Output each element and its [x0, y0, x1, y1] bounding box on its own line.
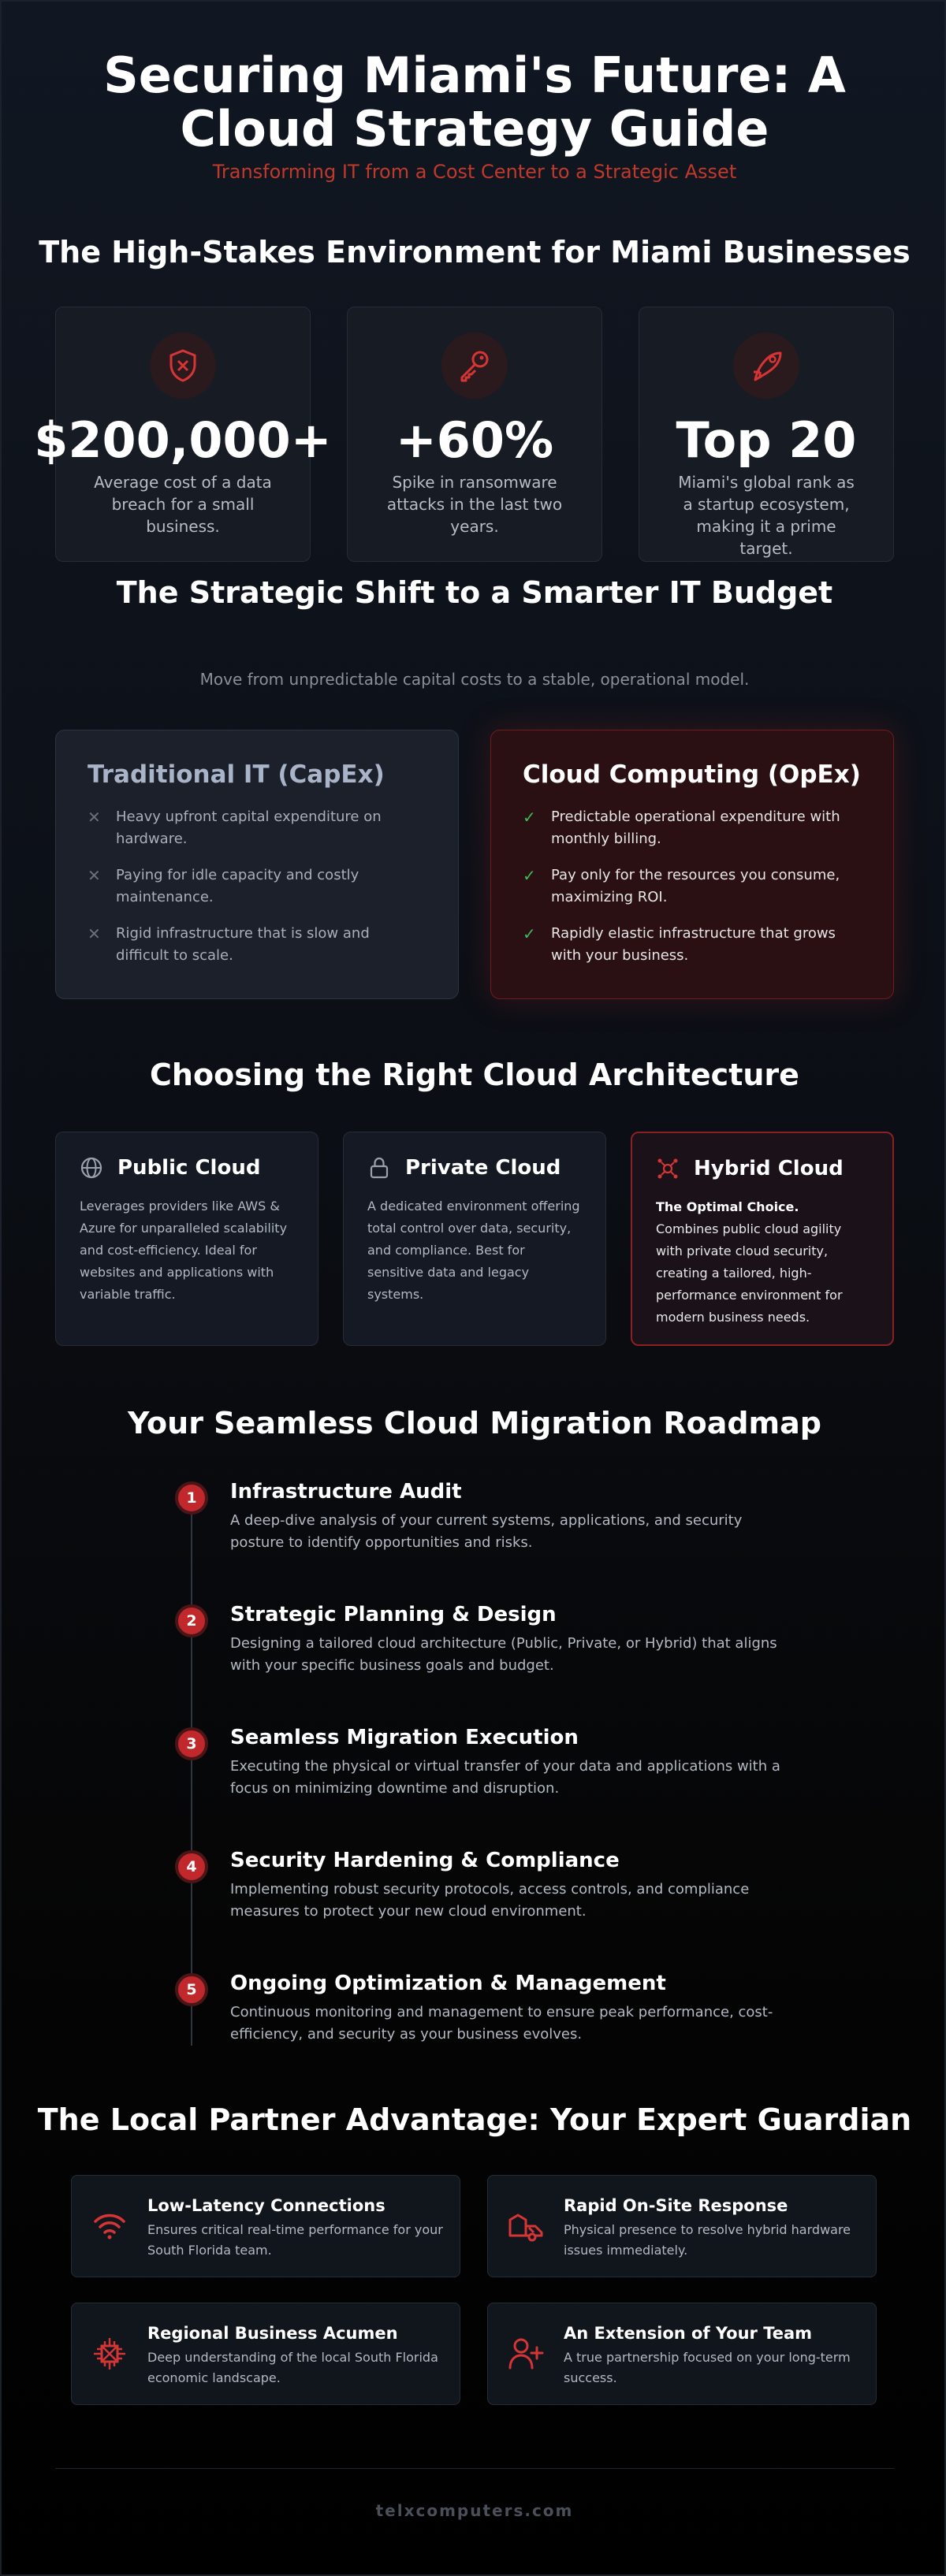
opex-item-text: Rapidly elastic infrastructure that grows with your business.	[551, 925, 836, 964]
step-number: 1	[175, 1481, 208, 1515]
hybrid-cloud-card	[631, 1132, 894, 1346]
advantage-card	[71, 2175, 460, 2277]
stat-description: Spike in ransomware attacks in the last two years.	[386, 473, 563, 536]
public-cloud-card	[55, 1132, 318, 1346]
shield-x-icon	[150, 333, 216, 399]
advantage-description: Deep understanding of the local South Florida economic landscape.	[147, 2350, 438, 2385]
stakes-title: The High-Stakes Environment for Miami Businesses	[39, 235, 911, 269]
stat-description: Miami's global rank as a startup ecosystem, making it a prime target.	[678, 473, 855, 558]
opex-title: Cloud Computing (OpEx)	[523, 760, 861, 789]
stat-value: $200,000+	[34, 411, 332, 469]
step-number: 4	[175, 1850, 208, 1883]
card-header	[656, 1157, 869, 1180]
page-title	[2, 46, 946, 158]
list-item	[88, 806, 426, 850]
advantage-card	[71, 2303, 460, 2405]
advantage-title: Regional Business Acumen	[147, 2324, 398, 2343]
list-item	[523, 806, 862, 850]
capex-title: Traditional IT (CapEx)	[88, 760, 385, 789]
advantage-description: Ensures critical real-time performance for your South Florida team.	[147, 2222, 443, 2258]
user-plus-icon	[507, 2335, 545, 2373]
step-description: Executing the physical or virtual transfer of your data and applications with a focus on minimizing downtime and disruption.	[230, 1758, 780, 1797]
list-item	[523, 923, 862, 967]
footer-divider	[55, 2468, 894, 2469]
stat-card-startup-rank	[639, 307, 894, 562]
advantage-card	[487, 2175, 877, 2277]
opex-list	[523, 806, 862, 967]
advantage-title: An Extension of Your Team	[564, 2324, 813, 2343]
stat-card-breach-cost	[34, 307, 332, 562]
step-description: Continuous monitoring and management to ensure peak performance, cost-efficiency, and security as your business evolves.	[230, 2004, 773, 2043]
footer-website: telxcomputers.com	[375, 2501, 574, 2520]
card-description	[656, 1196, 869, 1329]
step-number: 3	[175, 1727, 208, 1760]
check-icon: ✓	[523, 924, 536, 943]
card-header	[367, 1156, 582, 1180]
stat-card-ransomware	[347, 307, 602, 562]
roadmap-timeline-line	[191, 1481, 192, 2046]
step-title: Infrastructure Audit	[230, 1480, 462, 1504]
advantage-title: Low-Latency Connections	[147, 2196, 385, 2215]
step-title: Security Hardening & Compliance	[230, 1849, 620, 1872]
x-icon: ✕	[88, 924, 101, 943]
step-description: Implementing robust security protocols, access controls, and compliance measures to protect your new cloud environment.	[230, 1881, 750, 1920]
step-title: Seamless Migration Execution	[230, 1726, 579, 1749]
capex-card	[55, 730, 459, 999]
shift-subtitle: Move from unpredictable capital costs to a stable, operational model.	[199, 670, 750, 689]
check-icon: ✓	[523, 866, 536, 885]
x-icon: ✕	[88, 808, 101, 827]
list-item	[88, 923, 426, 967]
lock-icon	[367, 1156, 391, 1180]
card-description: A dedicated environment offering total control over data, security, and compliance. Best for sensitive data and legacy systems.	[367, 1199, 580, 1302]
truck-icon	[507, 2207, 545, 2245]
card-title: Public Cloud	[117, 1156, 261, 1180]
stat-description: Average cost of a data breach for a small business.	[94, 473, 272, 536]
step-number: 5	[175, 1973, 208, 2006]
opex-card	[490, 730, 894, 999]
card-description-text: Combines public cloud agility with private cloud security, creating a tailored, high-performance environment for modern business needs.	[656, 1221, 843, 1325]
x-icon: ✕	[88, 866, 101, 885]
stat-value: Top 20	[676, 411, 857, 469]
advantage-title: Rapid On-Site Response	[564, 2196, 788, 2215]
network-icon	[656, 1157, 680, 1180]
capex-item-text: Heavy upfront capital expenditure on hardware.	[116, 808, 382, 847]
advantage-description: A true partnership focused on your long-term success.	[564, 2350, 851, 2385]
step-title: Ongoing Optimization & Management	[230, 1972, 666, 1995]
key-icon	[441, 333, 508, 399]
rocket-icon	[733, 333, 799, 399]
capex-list	[88, 806, 426, 967]
capex-item-text: Rigid infrastructure that is slow and difficult to scale.	[116, 925, 370, 964]
page-title-line-2: Cloud Strategy Guide	[180, 100, 769, 158]
stat-value: +60%	[395, 411, 554, 469]
architecture-title: Choosing the Right Cloud Architecture	[150, 1058, 799, 1092]
page-title-line-1: Securing Miami's Future: A	[103, 46, 846, 104]
roadmap-title: Your Seamless Cloud Migration Roadmap	[128, 1406, 821, 1440]
chip-icon	[91, 2335, 128, 2373]
page-subtitle: Transforming IT from a Cost Center to a Strategic Asset	[212, 161, 737, 183]
wifi-icon	[91, 2207, 128, 2245]
card-description: Leverages providers like AWS & Azure for unparalleled scalability and cost-efficiency. Ideal for websites and applications with variable traffic.	[80, 1199, 288, 1302]
list-item	[523, 864, 862, 909]
capex-item-text: Paying for idle capacity and costly maintenance.	[116, 867, 359, 905]
advantage-title: The Local Partner Advantage: Your Expert Guardian	[37, 2102, 912, 2137]
card-title: Hybrid Cloud	[694, 1157, 844, 1180]
opex-item-text: Pay only for the resources you consume, maximizing ROI.	[551, 867, 840, 905]
private-cloud-card	[343, 1132, 606, 1346]
step-description: A deep-dive analysis of your current systems, applications, and security posture to identify opportunities and risks.	[230, 1512, 743, 1551]
optimal-choice-label: The Optimal Choice.	[656, 1199, 799, 1214]
card-header	[80, 1156, 294, 1180]
card-title: Private Cloud	[405, 1156, 561, 1180]
step-number: 2	[175, 1604, 208, 1637]
globe-icon	[80, 1156, 103, 1180]
shift-title: The Strategic Shift to a Smarter IT Budget	[116, 575, 833, 610]
step-title: Strategic Planning & Design	[230, 1603, 557, 1626]
opex-item-text: Predictable operational expenditure with monthly billing.	[551, 808, 840, 847]
step-description: Designing a tailored cloud architecture (Public, Private, or Hybrid) that aligns with your specific business goals and budget.	[230, 1635, 777, 1674]
check-icon: ✓	[523, 808, 536, 827]
list-item	[88, 864, 426, 909]
advantage-description: Physical presence to resolve hybrid hardware issues immediately.	[564, 2222, 851, 2258]
advantage-card	[487, 2303, 877, 2405]
